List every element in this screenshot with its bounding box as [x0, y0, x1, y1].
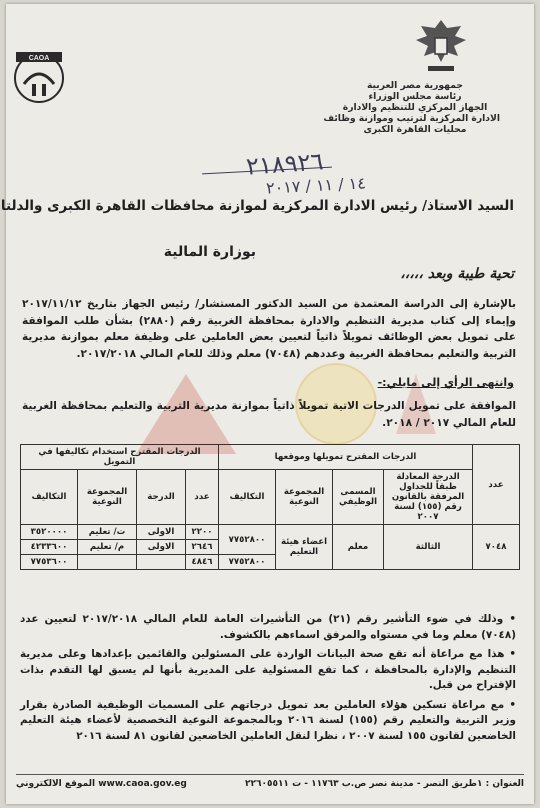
decision-paragraph: الموافقة على تمويل الدرجات الاتية تمويلاً ذاتياً بموازنة مديرية التربية والتعليم بمحافظة الغربية للعام المالي ٢٠١٧ / ٢٠١٨.: [22, 400, 516, 429]
org-line: الادارة المركزية لترتيب وموازنة وظائف: [323, 113, 500, 124]
col-count: عدد: [473, 445, 520, 525]
cell-f-cost: ٤٢٣٣٦٠٠: [21, 540, 78, 555]
col-job-title: المسمى الوظيفي: [333, 470, 384, 525]
document-page: [0, 4, 534, 804]
cell-f-group: ت/ تعليم: [78, 525, 137, 540]
table-header-row: [21, 470, 520, 525]
col-f-count: عدد: [186, 470, 219, 525]
cell-total-count: ٤٨٤٦: [186, 555, 219, 570]
col-f-group: المجموعة النوعية: [78, 470, 137, 525]
org-line: الجهاز المركزي للتنظيم والادارة: [342, 102, 488, 113]
opinion-heading: وانتهى الرأي إلى مايلي:-: [377, 376, 514, 389]
table-row: [21, 525, 520, 540]
footer-website[interactable]: www.caoa.gov.eg الموقع الالكتروني: [16, 779, 187, 789]
org-line: محليات القاهرة الكبرى: [363, 124, 467, 135]
organization-header: [323, 80, 500, 135]
cell-f-group: م/ تعليم: [78, 540, 137, 555]
footer-address: العنوان : ١طريق النصر - مدينة نصر ص.ب ١١٧٦٣ - ت ٢٢٦٠٥٥١١: [244, 779, 524, 789]
addressee: السيد الاستاذ/ رئيس الادارة المركزية لموازنة محافظات القاهرة الكبرى والدلتا: [0, 198, 514, 214]
cell-f-count: ٢٢٠٠: [186, 525, 219, 540]
col-cost: التكاليف: [219, 470, 276, 525]
cell-total-funding-cost: ٧٧٥٣٦٠٠: [21, 555, 78, 570]
col-group: المجموعة النوعية: [276, 470, 333, 525]
cell-f-cost: ٣٥٢٠٠٠٠: [21, 525, 78, 540]
footer: [16, 774, 524, 789]
list-item: • وذلك في ضوء التأشير رقم (٢١) من التأشيرات العامة للعام المالي ٢٠١٧/٢٠١٨ لتعيين عدد (٧٠٤٨) معلم وما في مستواه والمرفق اسماءهم بالكشوف.: [20, 612, 516, 643]
list-item: • مع مراعاة تسكين هؤلاء العاملين بعد تمويل درجاتهم على المسميات الوظيفية الصادرة بقرار وزير التربية والتعليم رقم (١٥٥) لسنة ٢٠١٦ وبالمجموعة النوعية التخصصية لأعضاء هيئة التعليم الخاضعين لقانون ١٥٥ لسنة ٢٠٠٧ ، نظرا لنقل العاملين الخاضعين لقانون ٨١ لسنة ٢٠١٦: [20, 698, 516, 745]
cell-job-title: معلم: [333, 525, 384, 570]
org-line: جمهورية مصر العربية: [366, 80, 464, 91]
logo-text: CAOA: [28, 55, 50, 62]
cell-f-grade: الاولى: [137, 540, 186, 555]
table-group-header-row: [21, 445, 520, 470]
col-f-grade: الدرجة: [137, 470, 186, 525]
cell-cost: ٧٧٥٢٨٠٠: [219, 525, 276, 555]
notes-list: [20, 612, 516, 748]
caoa-logo-icon: [10, 44, 68, 106]
group-proposed: الدرجات المقترح تمويلها وموقعها: [219, 445, 473, 470]
cell-grade: الثالثة: [384, 525, 473, 570]
group-funding: الدرجات المقترح استخدام تكاليفها في التمويل: [21, 445, 219, 470]
org-line: رئاسة مجلس الوزراء: [368, 91, 462, 102]
cell-f-count: ٢٦٤٦: [186, 540, 219, 555]
body-paragraph: بالإشارة إلى الدراسة المعتمدة من السيد الدكتور المستشار/ رئيس الجهاز بتاريخ ٢٠١٧/١١/١٢ وإيماء إلى كتاب مديرية التنظيم والادارة بمحافظة الغربية رقم (٢٨٨٠) بشأن طلب الموافقة على تمويل بعض الوظائف تمويلاً ذاتياً لتعيين بعض العاملين على وظيفة معلم بموازنة مديرية التربية والتعليم بمحافظة الغربية وعددهم (٧٠٤٨) معلم وذلك للعام المالي ٢٠١٧/٢٠١٨.: [22, 298, 517, 360]
col-grade-equivalent: الدرجة المعادلة طبقاً للجداول المرفقة بالقانون رقم (١٥٥) لسنة ٢٠٠٧: [384, 470, 473, 525]
egypt-eagle-emblem-icon: [410, 16, 472, 74]
cell-group: اعضاء هيئة التعليم: [276, 525, 333, 570]
ministry-line: بوزارة المالية: [163, 244, 256, 260]
grades-table: [20, 444, 520, 570]
incoming-number: ٢١٨٩٢٦: [245, 147, 325, 181]
list-item: • هذا مع مراعاة أنه تقع صحة البيانات الواردة على المسئولين والقائمين بإعدادها وعلى مديرية التنظيم والإدارة بالمحافظة ، كما تقع المسئولية على المديرية بأنها لم يسبق لها التقدم بذات الإقتراح من قبل.: [20, 647, 516, 694]
greeting: تحية طيبة وبعد ،،،،،: [400, 266, 514, 282]
cell-f-grade: الاولى: [137, 525, 186, 540]
col-f-cost: التكاليف: [21, 470, 78, 525]
cell-total-cost: ٧٧٥٢٨٠٠: [219, 555, 276, 570]
cell-count: ٧٠٤٨: [473, 525, 520, 570]
incoming-date: ١٤ / ١١ / ٢٠١٧: [265, 173, 367, 198]
